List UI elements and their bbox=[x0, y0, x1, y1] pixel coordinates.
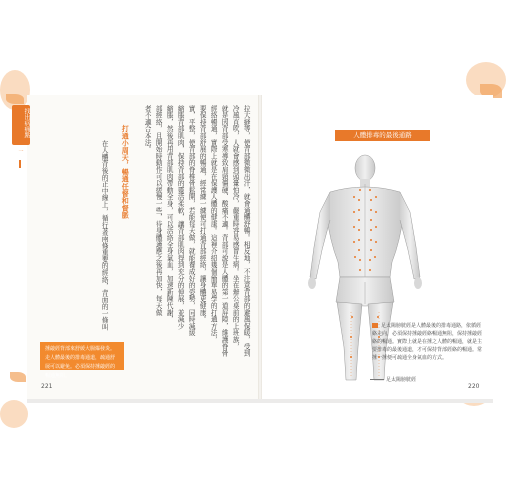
section-mark bbox=[19, 160, 21, 168]
body-column: 者不適合本法。 bbox=[143, 105, 152, 153]
body-column: 部經絡，且開始時動作可以緩慢一些，待身體適應之後再加快，每天做 bbox=[154, 105, 163, 316]
tip-callout: 捶敲經背部來舒緩大腸爆發炎。走人體最後的排毒通道，疏通舒展可以避免。必須保持捶敲經的暢通無阻。 bbox=[40, 342, 124, 370]
decor-blob bbox=[0, 70, 30, 110]
body-column: 實，平整，使背部的脊椎骨鬆開，若能每天做，就能養成好的姿勢，同時減緩 bbox=[187, 105, 196, 337]
leader-line bbox=[370, 379, 384, 380]
body-column: 要保持背部舒展的暢通，經常練一練便可打通背部經絡，讓身體更健康。 bbox=[198, 105, 207, 323]
body-column: 冷風直吹，人就會感到頭暈怕冷，嚴重時容易感冒生病。坐在辦公桌前的上班族， bbox=[231, 105, 240, 350]
section-badge bbox=[12, 105, 30, 145]
section-badge-text: 找出病痛點 bbox=[23, 108, 30, 138]
caption-marker-icon bbox=[372, 323, 378, 328]
page-number-left: 221 bbox=[41, 383, 53, 390]
section-badge-sub: 一 bbox=[18, 149, 24, 155]
decor-blob bbox=[0, 400, 28, 428]
body-column: 就是因背部受寒導致肩頸僵硬、酸痛不適。背部可說是人體的第一道屏障，維護脊骨 bbox=[220, 105, 229, 357]
body-column: 縮脹背部肌肉，保持背部的靈活柔軟，讓背部肌肉得到充分的伸展，並減少 bbox=[176, 105, 185, 330]
decor-leaf bbox=[10, 372, 26, 382]
left-page bbox=[18, 95, 260, 400]
figure-title: 人體排毒的最後通路 bbox=[335, 130, 430, 141]
book-gutter bbox=[258, 95, 262, 400]
page-number-right: 220 bbox=[468, 383, 480, 390]
figure-caption bbox=[372, 322, 484, 362]
meridian-label: 足太陽膀胱經 bbox=[386, 377, 417, 383]
figure-caption-text: 足太陽膀胱經是人體最後的排毒通路，依循經絡走向，必須保持捶敲經絡暢通無阻，保持捶敲經絡的暢通。實際上就是在捶之人體的暢通，就是主要排毒的最後通道，才可保持背部經絡的暢通。常捶一捶便可疏通全身氣血的方式。 bbox=[372, 323, 483, 361]
body-column: 拉大縫等，使背部微微出汗，就會通體舒暢。相反地，不注意背部的避風保暖，受到 bbox=[242, 105, 251, 357]
decor-leaf bbox=[6, 94, 24, 104]
page-shadow bbox=[27, 399, 493, 403]
body-column: 經絡暢通，實際上就是在保護人體的健康。這裡介紹幾個簡單易學的打通方法， bbox=[209, 105, 218, 343]
body-column: 縮脹，然後再用背部肌肉帶動全身，可以活絡全身氣血，加速新陳代謝， bbox=[165, 105, 174, 323]
section-heading: 打通小周天，暢通任督和督脈 bbox=[121, 125, 130, 219]
body-column: 在人體背後的正中線上，循行著兩條重要的經絡，背面的一條叫 bbox=[100, 140, 109, 331]
